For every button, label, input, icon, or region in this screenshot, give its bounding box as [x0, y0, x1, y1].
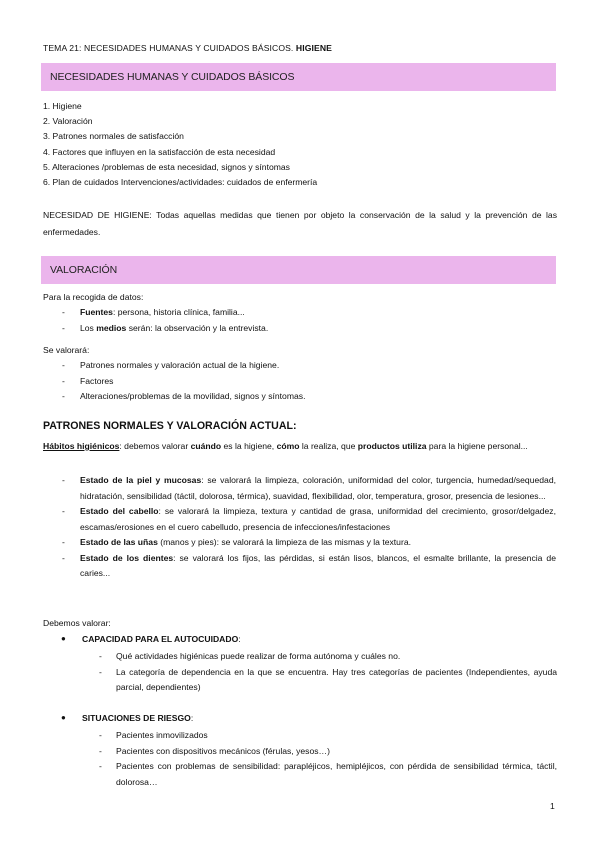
- list-item: 2. Valoración: [43, 116, 93, 127]
- autocare-colon: :: [238, 634, 241, 644]
- definition-paragraph: NECESIDAD DE HIGIENE: Todas aquellas medidas que tienen por objeto la conservación de la salud y la prevención de las enfermedades.: [43, 210, 557, 237]
- habits-bold: productos utiliza: [357, 441, 427, 451]
- item-text: : se valorará la limpieza, textura y cantidad de grasa, uniformidad del crecimiento, grosor/delgadez, escamas/erosiones en el cuero cabelludo, presencia de infecciones/infestaciones: [80, 506, 556, 532]
- states-list: [62, 473, 556, 582]
- item-text: : se valorará los fijos, las pérdidas, si están lisos, blancos, el esmalte brillante, la presencia de caries...: [80, 552, 556, 578]
- item-bold: Estado de las uñas: [80, 537, 158, 547]
- must-assess-label: Debemos valorar:: [43, 618, 111, 628]
- risk-colon: :: [190, 713, 194, 723]
- habits-bold: cómo: [276, 441, 300, 451]
- autocare-heading: [61, 634, 241, 644]
- item-bold: medios: [96, 322, 127, 333]
- habits-text: la realiza, que: [299, 441, 358, 451]
- item-bold: Fuentes: [80, 307, 113, 317]
- item-text: : persona, historia clínica, familia...: [112, 307, 245, 317]
- item-text: serán: la observación y la entrevista.: [126, 322, 269, 333]
- list-item: 1. Higiene: [43, 101, 82, 111]
- title-bold: HIGIENE: [295, 43, 332, 53]
- list-item: - Patrones normales y valoración actual de la higiene.: [62, 358, 556, 374]
- data-collection-intro: Para la recogida de datos:: [43, 292, 144, 302]
- document-title: [43, 43, 332, 53]
- page-number: 1: [550, 801, 555, 811]
- item-bold: Estado de la piel y mucosas: [80, 475, 202, 485]
- list-item: - Pacientes inmovilizados: [99, 728, 557, 744]
- habits-text: para la higiene personal...: [426, 441, 528, 451]
- title-plain: TEMA 21: NECESIDADES HUMANAS Y CUIDADOS BÁSICOS.: [43, 43, 296, 53]
- patterns-heading: PATRONES NORMALES Y VALORACIÓN ACTUAL:: [43, 420, 297, 432]
- item-text: : se valorará la limpieza, coloración, uniformidad del color, turgencia, humedad/sequedad, hidratación, sensibilidad (táctil, dolorosa, térmica), suavidad, flexibilidad, olor, temperatura, grosor, presencia de lesiones...: [80, 475, 556, 501]
- list-item: [62, 535, 556, 551]
- autocare-list: [99, 649, 557, 696]
- habits-label: Hábitos higiénicos: [43, 441, 120, 451]
- habits-paragraph: [43, 438, 557, 455]
- autocare-title-text: CAPACIDAD PARA EL AUTOCUIDADO: [82, 634, 239, 644]
- list-item: 4. Factores que influyen en la satisfacción de esta necesidad: [43, 146, 276, 157]
- assess-intro: Se valorará:: [43, 345, 90, 355]
- topic-list: [43, 99, 317, 190]
- habits-text: : debemos valorar: [119, 441, 191, 451]
- item-text: (manos y pies): se valorará la limpieza de las mismas y la textura.: [157, 537, 411, 547]
- habits-text: es la higiene,: [221, 441, 277, 451]
- list-item: [62, 551, 556, 582]
- risk-list: [99, 728, 557, 790]
- risk-title: [82, 713, 193, 723]
- section-heading-band: [41, 63, 556, 91]
- risk-heading: [61, 713, 193, 723]
- list-item: - Qué actividades higiénicas puede realizar de forma autónoma y cuáles no.: [99, 649, 557, 665]
- section-heading-band: [41, 256, 556, 284]
- list-item: [62, 504, 556, 535]
- autocare-title: [82, 634, 241, 644]
- data-sources-list: [62, 305, 556, 336]
- list-item: 3. Patrones normales de satisfacción: [43, 131, 184, 142]
- item-bold: Estado del cabello: [80, 506, 159, 516]
- habits-bold: cuándo: [190, 441, 222, 451]
- list-item: - Pacientes con dispositivos mecánicos (férulas, yesos…): [99, 744, 557, 760]
- risk-title-text: SITUACIONES DE RIESGO: [82, 713, 191, 723]
- list-item: - La categoría de dependencia en la que se encuentra. Hay tres categorías de pacientes (Independientes, ayuda parcial, dependientes): [99, 665, 557, 696]
- list-item: [62, 321, 556, 337]
- list-item: - Pacientes con problemas de sensibilidad: parapléjicos, hemipléjicos, con pérdida de sensibilidad térmica, táctil, dolorosa…: [99, 759, 557, 790]
- list-item: 5. Alteraciones /problemas de esta necesidad, signos y síntomas: [43, 161, 290, 172]
- assess-list: [62, 358, 556, 405]
- list-item: [62, 473, 556, 504]
- list-item: [62, 305, 556, 321]
- list-item: 6. Plan de cuidados Intervenciones/actividades: cuidados de enfermería: [43, 177, 318, 188]
- section-heading: VALORACIÓN: [50, 264, 118, 276]
- list-item: - Alteraciones/problemas de la movilidad, signos y síntomas.: [62, 389, 556, 405]
- item-text: Los: [80, 322, 97, 333]
- section-heading: NECESIDADES HUMANAS Y CUIDADOS BÁSICOS: [50, 71, 295, 83]
- list-item: - Factores: [62, 374, 556, 390]
- item-bold: Estado de los dientes: [80, 552, 174, 563]
